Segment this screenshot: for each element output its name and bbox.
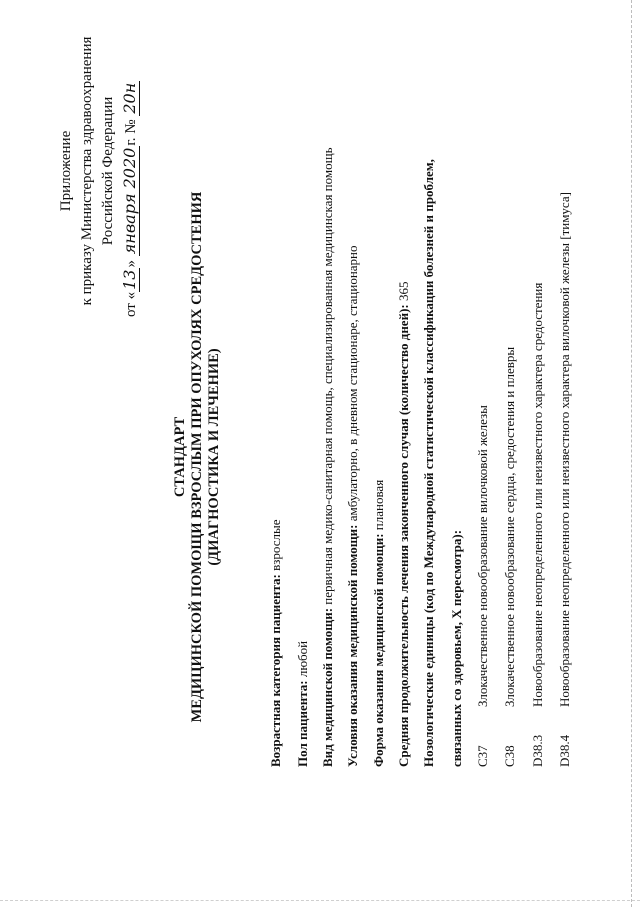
field-label: Условия оказания медицинской помощи:	[345, 524, 360, 767]
order-line	[119, 21, 142, 321]
field-value: амбулаторно, в дневном стационаре, стационарно	[345, 245, 360, 525]
field-label: Форма оказания медицинской помощи:	[371, 533, 386, 767]
appendix-country: Российской Федерации	[100, 96, 116, 246]
icd-description: Злокачественное новообразование сердца, средостения и плевры	[502, 346, 517, 707]
nosology-heading-line-2: связанных со здоровьем, X пересмотра):	[449, 529, 464, 767]
field-care-form	[371, 480, 387, 767]
title-line-1: СТАНДАРТ	[172, 416, 188, 498]
field-value: плановая	[371, 479, 386, 534]
field-label: Пол пациента:	[295, 680, 310, 767]
nosology-heading-line-1: Нозологические единицы (код по Международной статистической классификации болезней и проблем,	[421, 159, 436, 767]
standard-title	[172, 177, 223, 737]
icd-code: C37	[475, 745, 490, 767]
icd-code: D38.4	[557, 734, 572, 767]
field-value: первичная медико-санитарная помощь, специализированная медицинская помощь	[320, 147, 335, 608]
order-date-handwritten: января 2020	[120, 147, 139, 255]
icd-description: Новообразование неопределенного или неизвестного характера вилочковой железы [тимуса]	[557, 192, 572, 707]
title-line-3: (ДИАГНОСТИКА И ЛЕЧЕНИЕ)	[206, 348, 222, 566]
appendix-block	[56, 21, 142, 321]
icd-description: Злокачественное новообразование вилочковой железы	[475, 405, 490, 707]
field-care-type	[320, 147, 336, 767]
order-prefix: от «	[123, 291, 139, 317]
field-value: любой	[295, 640, 310, 681]
order-year-suffix: г. №	[123, 119, 139, 146]
appendix-ministry: к приказу Министерства здравоохранения	[79, 36, 95, 306]
icd-code: D38.3	[530, 734, 545, 767]
order-mid: »	[123, 260, 139, 268]
appendix-title: Приложение	[58, 130, 74, 212]
field-age-category	[268, 520, 284, 767]
field-value: 365	[396, 281, 411, 305]
field-value: взрослые	[268, 519, 283, 575]
order-number-handwritten: 20н	[120, 82, 139, 114]
order-day-handwritten: 13	[120, 269, 139, 290]
title-line-2: МЕДИЦИНСКОЙ ПОМОЩИ ВЗРОСЛЫМ ПРИ ОПУХОЛЯХ СРЕДОСТЕНИЯ	[189, 191, 205, 723]
field-care-conditions	[345, 245, 361, 767]
field-label: Возрастная категория пациента:	[268, 574, 283, 767]
field-sex	[295, 641, 311, 767]
field-label: Вид медицинской помощи:	[320, 607, 335, 767]
icd-description: Новообразование неопределенного или неизвестного характера средостения	[530, 282, 545, 707]
icd-code: C38	[502, 745, 517, 767]
field-average-duration	[396, 282, 412, 767]
field-label: Средняя продолжительность лечения законченного случая (количество дней):	[396, 304, 411, 767]
